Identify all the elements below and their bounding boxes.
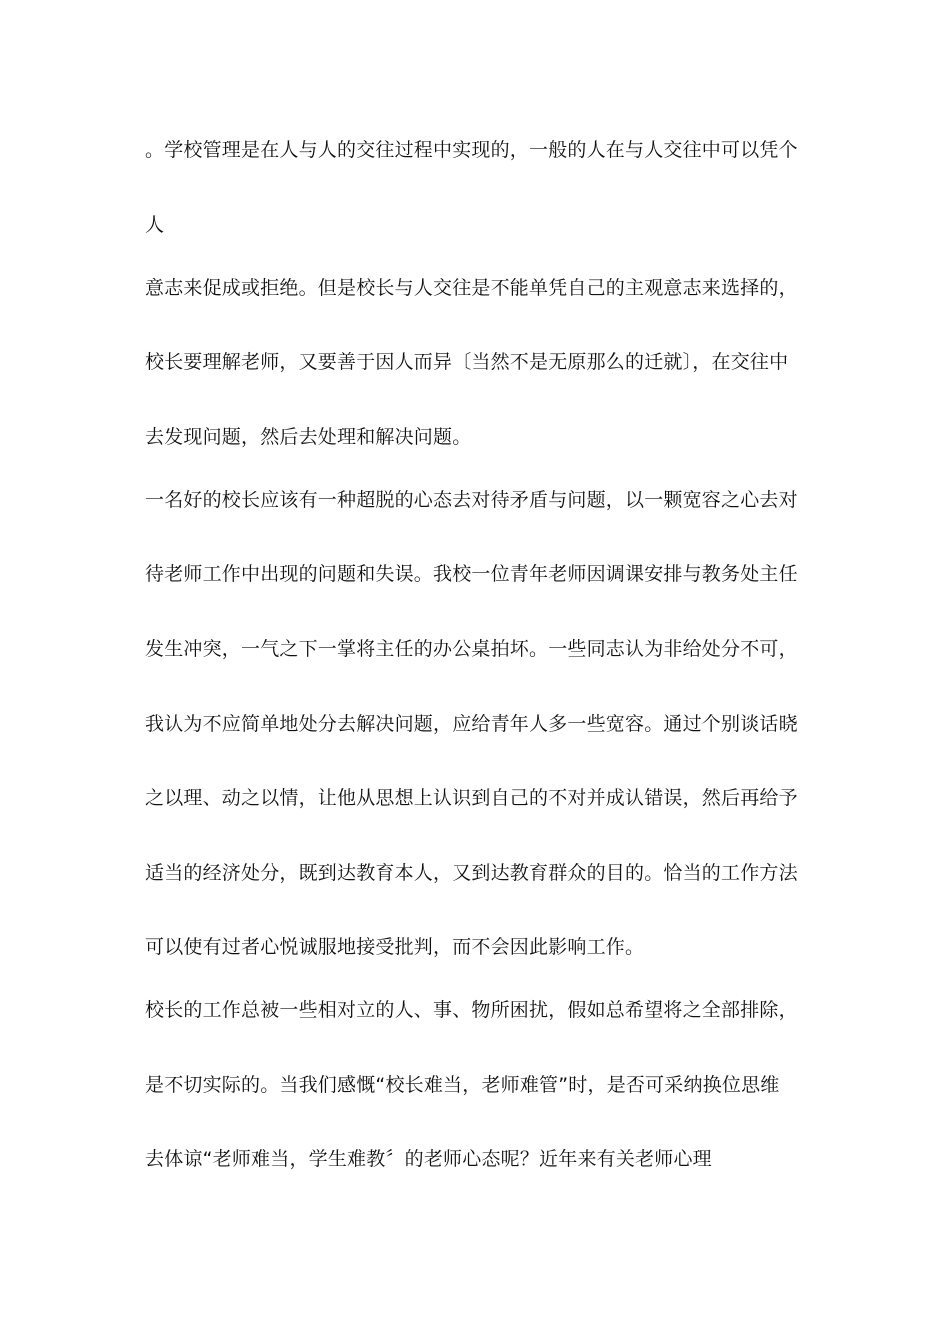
text-line: 去体谅“老师难当，学生难教〞的老师心态呢？近年来有关老师心理	[145, 1148, 712, 1170]
text-line: 可以使有过者心悦诚服地接受批判，而不会因此影响工作。	[145, 936, 645, 958]
text-line: 适当的经济处分，既到达教育本人，又到达教育群众的目的。恰当的工作方法	[145, 862, 798, 884]
text-line: 意志来促成或拒绝。但是校长与人交往是不能单凭自己的主观意志来选择的，	[145, 277, 798, 299]
text-line: 待老师工作中出现的问题和失误。我校一位青年老师因调课安排与教务处主任	[145, 563, 798, 585]
text-line: 。学校管理是在人与人的交往过程中实现的，一般的人在与人交往中可以凭个	[145, 139, 798, 161]
text-line: 是不切实际的。当我们感慨“校长难当，老师难管”时，是否可采纳换位思维	[145, 1074, 780, 1096]
text-line: 校长的工作总被一些相对立的人、事、物所困扰，假如总希望将之全部排除，	[145, 999, 798, 1021]
text-line: 人	[145, 214, 165, 236]
text-line: 发生冲突，一气之下一掌将主任的办公桌拍坏。一些同志认为非给处分不可，	[145, 638, 798, 660]
text-line: 一名好的校长应该有一种超脱的心态去对待矛盾与问题，以一颗宽容之心去对	[145, 489, 798, 511]
text-line: 去发现问题，然后去处理和解决问题。	[145, 426, 472, 448]
text-line: 我认为不应简单地处分去解决问题，应给青年人多一些宽容。通过个别谈话晓	[145, 713, 798, 735]
text-line: 校长要理解老师，又要善于因人而异〔当然不是无原那么的迁就〕，在交往中	[145, 351, 789, 373]
text-line: 之以理、动之以情，让他从思想上认识到自己的不对并成认错误，然后再给予	[145, 787, 798, 809]
